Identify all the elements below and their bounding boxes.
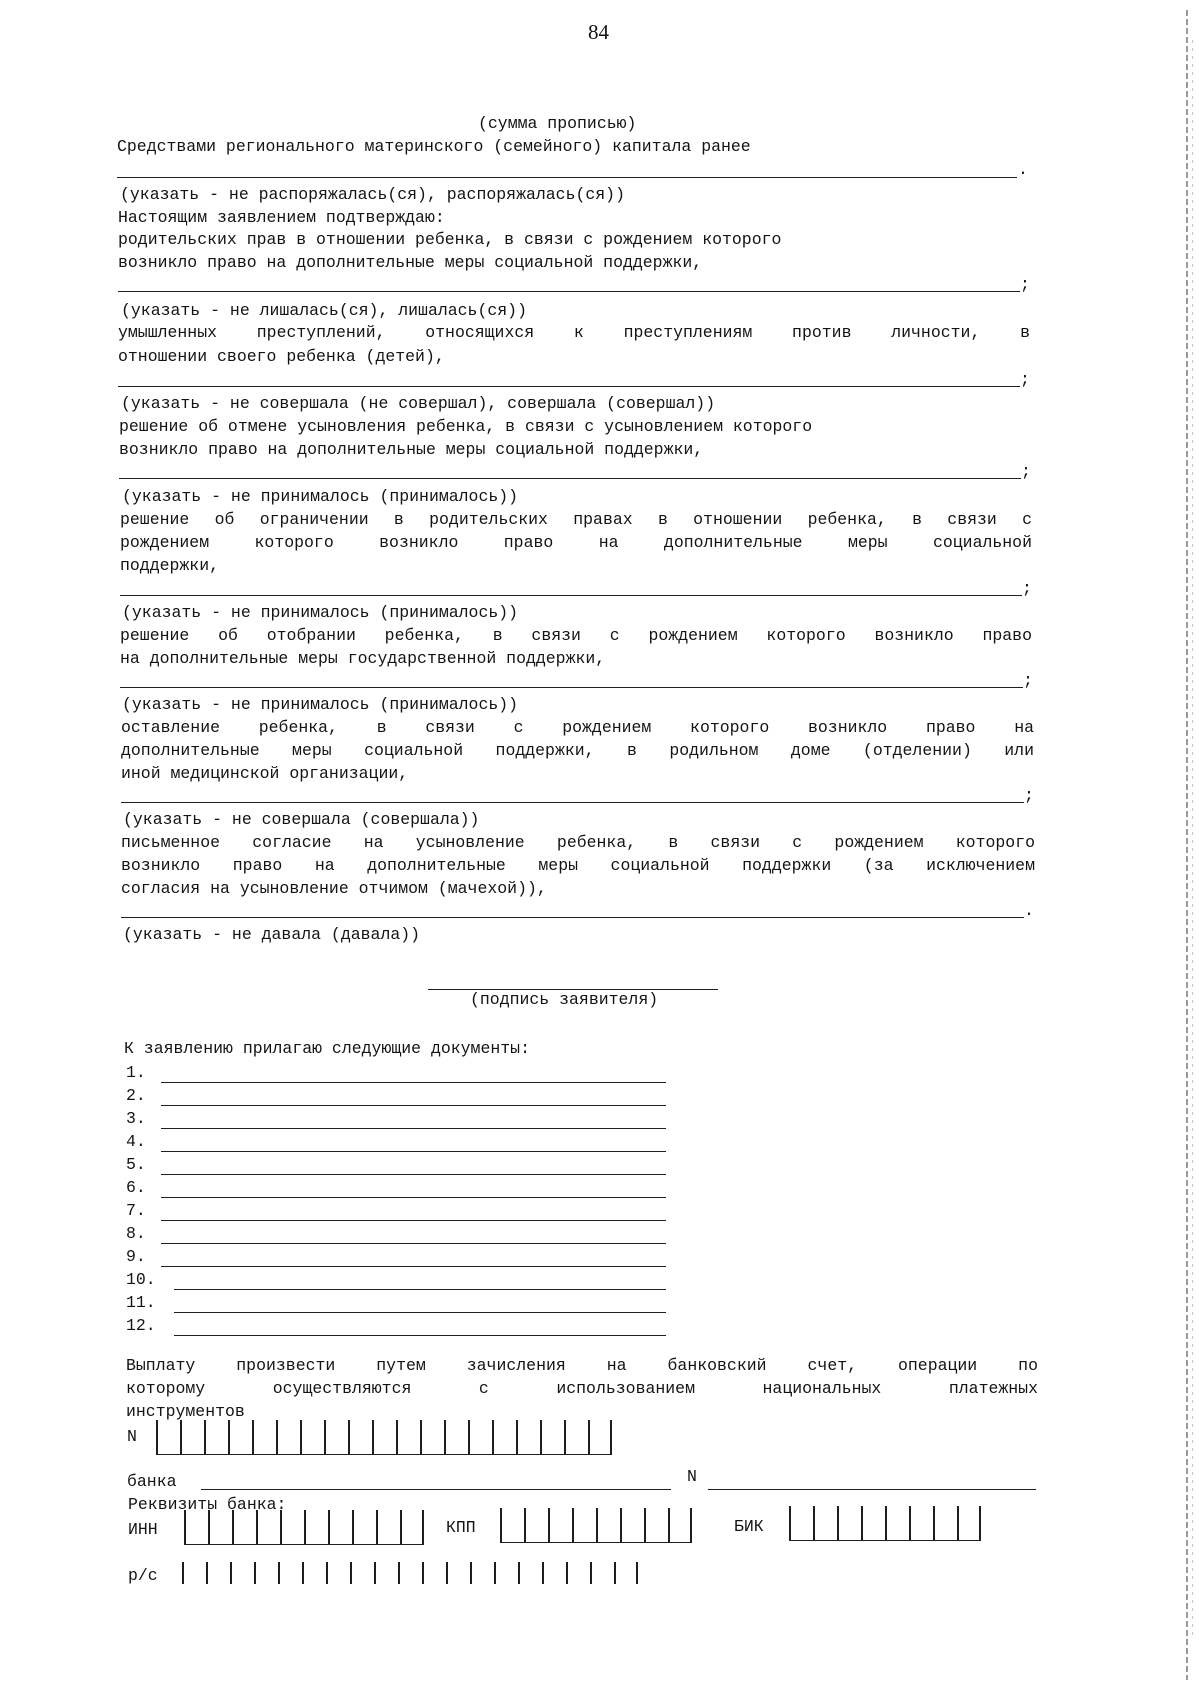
amount-words-hint: (сумма прописью) bbox=[478, 114, 637, 133]
answer-line bbox=[118, 291, 1020, 292]
rs-label: р/с bbox=[128, 1566, 158, 1585]
answer-line bbox=[121, 802, 1024, 803]
p7-line1: письменное согласие на усыновление ребенка, в связи с рождением которого bbox=[121, 833, 1035, 852]
item-number: 1. bbox=[126, 1063, 146, 1082]
p3-line2: возникло право на дополнительные меры социальной поддержки, bbox=[119, 440, 704, 459]
payment-line3: инструментов bbox=[126, 1402, 245, 1421]
p4-line1: решение об ограничении в родительских правах в отношении ребенка, в связи с bbox=[120, 510, 1032, 529]
hint-cancel-adoption: (указать - не принималось (принималось)) bbox=[122, 487, 519, 506]
hint-disposed: (указать - не распоряжалась(ся), распоряжалась(ся)) bbox=[120, 185, 625, 204]
hint-consent: (указать - не давала (давала)) bbox=[123, 925, 421, 944]
scan-edge-faint bbox=[1192, 40, 1193, 1640]
p4-line3: поддержки, bbox=[120, 556, 220, 575]
item-number: 7. bbox=[126, 1201, 146, 1220]
item-number: 10. bbox=[126, 1270, 156, 1289]
account-n-label: N bbox=[127, 1427, 137, 1446]
item-number: 3. bbox=[126, 1109, 146, 1128]
answer-line bbox=[118, 386, 1020, 387]
p7-line3: согласия на усыновление отчимом (мачехой)), bbox=[121, 879, 547, 898]
rs-field[interactable] bbox=[182, 1562, 638, 1584]
p3-line1: решение об отмене усыновления ребенка, в связи с усыновлением которого bbox=[119, 417, 813, 436]
bank-n-label: N bbox=[687, 1467, 697, 1486]
bik-field[interactable] bbox=[789, 1506, 981, 1541]
p6-line3: иной медицинской организации, bbox=[121, 764, 409, 783]
p1-line1: родительских прав в отношении ребенка, в связи с рождением которого bbox=[118, 230, 782, 249]
p4-line2: рождением которого возникло право на дополнительные меры социальной bbox=[120, 533, 1032, 552]
answer-line bbox=[119, 478, 1021, 479]
list-item[interactable] bbox=[126, 1086, 666, 1108]
p2-line2: отношении своего ребенка (детей), bbox=[118, 347, 445, 366]
line-end-dot: . bbox=[1018, 160, 1028, 179]
inn-field[interactable] bbox=[184, 1510, 424, 1545]
item-number: 11. bbox=[126, 1293, 156, 1312]
list-item[interactable] bbox=[126, 1155, 666, 1177]
item-number: 12. bbox=[126, 1316, 156, 1335]
scan-edge bbox=[1186, 10, 1188, 1680]
p6-line2: дополнительные меры социальной поддержки, в родильном доме (отделении) или bbox=[121, 741, 1034, 760]
line-end-dot: . bbox=[1024, 901, 1034, 920]
requisites-label: Реквизиты банка: bbox=[128, 1495, 287, 1514]
line-end-semicolon: ; bbox=[1024, 786, 1034, 805]
list-item[interactable] bbox=[126, 1293, 666, 1315]
p7-line2: возникло право на дополнительные меры социальной поддержки (за исключением bbox=[121, 856, 1035, 875]
line-end-semicolon: ; bbox=[1021, 462, 1031, 481]
item-number: 5. bbox=[126, 1155, 146, 1174]
answer-line bbox=[120, 687, 1023, 688]
page-number: 84 bbox=[588, 20, 609, 44]
p5-line1: решение об отобрании ребенка, в связи с рождением которого возникло право bbox=[120, 626, 1032, 645]
kpp-label: КПП bbox=[446, 1518, 476, 1537]
item-number: 4. bbox=[126, 1132, 146, 1151]
list-item[interactable] bbox=[126, 1132, 666, 1154]
p2-line1: умышленных преступлений, относящихся к преступлениям против личности, в bbox=[118, 323, 1030, 342]
p6-line1: оставление ребенка, в связи с рождением которого возникло право на bbox=[121, 718, 1034, 737]
list-item[interactable] bbox=[126, 1316, 666, 1338]
hint-deprived: (указать - не лишалась(ся), лишалась(ся)) bbox=[121, 301, 527, 320]
answer-line bbox=[121, 917, 1024, 918]
list-item[interactable] bbox=[126, 1178, 666, 1200]
line-end-semicolon: ; bbox=[1020, 370, 1030, 389]
item-number: 9. bbox=[126, 1247, 146, 1266]
list-item[interactable] bbox=[126, 1270, 666, 1292]
line-end-semicolon: ; bbox=[1020, 275, 1030, 294]
list-item[interactable] bbox=[126, 1247, 666, 1269]
bank-label: банка bbox=[127, 1472, 177, 1491]
p1-line2: возникло право на дополнительные меры социальной поддержки, bbox=[118, 253, 703, 272]
payment-line1: Выплату произвести путем зачисления на банковский счет, операции по bbox=[126, 1356, 1038, 1375]
line-end-semicolon: ; bbox=[1022, 579, 1032, 598]
item-number: 6. bbox=[126, 1178, 146, 1197]
answer-line bbox=[117, 177, 1017, 178]
bank-number-field[interactable] bbox=[708, 1489, 1036, 1490]
answer-line bbox=[120, 595, 1022, 596]
regional-capital-line: Средствами регионального материнского (семейного) капитала ранее bbox=[117, 137, 751, 156]
hint-removal: (указать - не принималось (принималось)) bbox=[122, 695, 519, 714]
list-item[interactable] bbox=[126, 1224, 666, 1246]
hint-restriction: (указать - не принималось (принималось)) bbox=[122, 603, 519, 622]
signature-hint: (подпись заявителя) bbox=[470, 990, 659, 1009]
confirm-intro: Настоящим заявлением подтверждаю: bbox=[118, 208, 445, 227]
line-end-semicolon: ; bbox=[1023, 671, 1033, 690]
hint-abandon: (указать - не совершала (совершала)) bbox=[123, 810, 480, 829]
p5-line2: на дополнительные меры государственной поддержки, bbox=[120, 649, 606, 668]
list-item[interactable] bbox=[126, 1063, 666, 1085]
inn-label: ИНН bbox=[128, 1520, 158, 1539]
bik-label: БИК bbox=[734, 1517, 764, 1536]
list-item[interactable] bbox=[126, 1109, 666, 1131]
hint-committed: (указать - не совершала (не совершал), совершала (совершал)) bbox=[121, 394, 716, 413]
payment-line2: которому осуществляются с использованием национальных платежных bbox=[126, 1379, 1038, 1398]
list-item[interactable] bbox=[126, 1201, 666, 1223]
attachments-title: К заявлению прилагаю следующие документы: bbox=[124, 1039, 530, 1058]
kpp-field[interactable] bbox=[500, 1508, 692, 1543]
bank-name-field[interactable] bbox=[201, 1489, 671, 1490]
item-number: 2. bbox=[126, 1086, 146, 1105]
account-number-field[interactable] bbox=[156, 1420, 612, 1455]
item-number: 8. bbox=[126, 1224, 146, 1243]
